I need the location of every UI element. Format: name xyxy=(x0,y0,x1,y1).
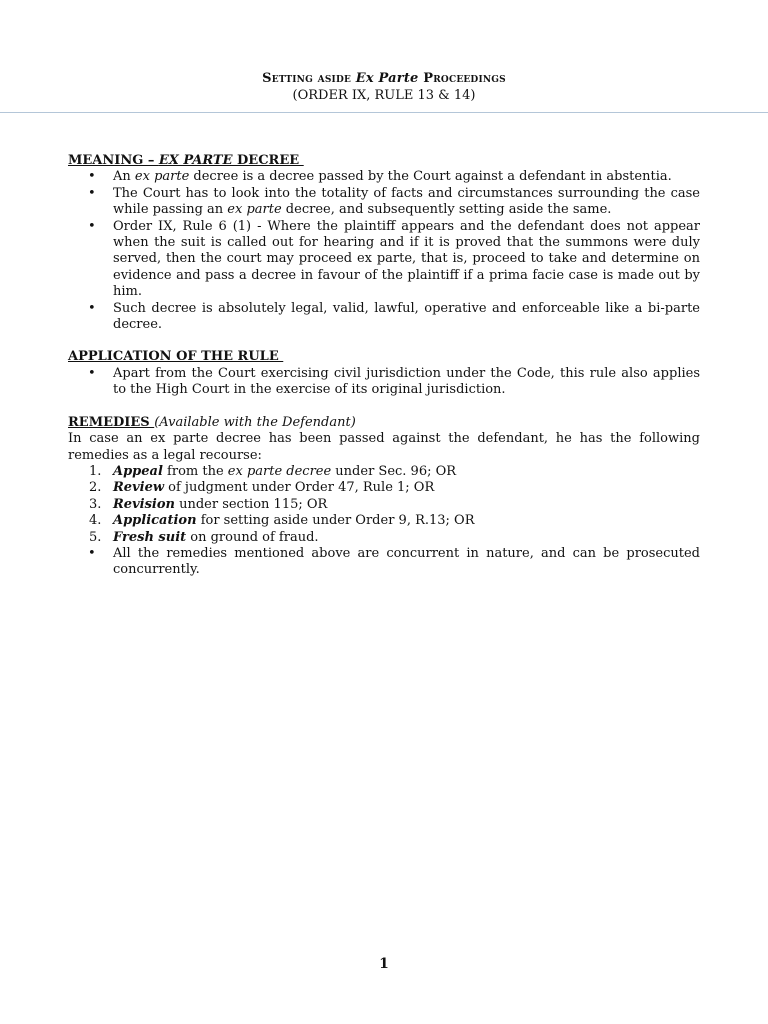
list-item: 1. Appeal from the ex parte decree under Sec. 96; OR xyxy=(89,463,457,479)
list-item: • Apart from the Court exercising civil jurisdiction under the Code, this rule also applies to the High Court in the exercise of its original jurisdiction. xyxy=(88,365,700,398)
section-spacer xyxy=(68,399,700,415)
remedies-heading: REMEDIES (Available with the Defendant) xyxy=(68,414,356,430)
document-subtitle: (ORDER IX, RULE 13 & 14) xyxy=(292,88,476,103)
bullet-icon: • xyxy=(88,218,96,234)
meaning-list xyxy=(68,169,700,333)
item-number: 4. xyxy=(89,513,102,529)
title-suffix: Proceedings xyxy=(418,71,506,86)
meaning-heading: MEANING – EX PARTE DECREE xyxy=(68,153,304,168)
list-item: • All the remedies mentioned above are concurrent in nature, and can be prosecuted concurrently. xyxy=(88,545,700,578)
list-item: 3. Revision under section 115; OR xyxy=(89,496,328,512)
item-number: 1. xyxy=(89,463,102,479)
remedies-closing-list xyxy=(68,546,700,579)
item-number: 5. xyxy=(89,529,102,545)
list-item: 2. Review of judgment under Order 47, Rule 1; OR xyxy=(89,480,435,496)
item-number: 2. xyxy=(89,480,102,496)
bullet-icon: • xyxy=(88,185,96,201)
list-item: • Such decree is absolutely legal, valid, lawful, operative and enforceable like a bi-parte decree. xyxy=(88,300,700,333)
document-header xyxy=(0,70,768,104)
remedies-list xyxy=(68,464,700,546)
application-heading: APPLICATION OF THE RULE xyxy=(68,349,284,365)
list-item: • Order IX, Rule 6 (1) - Where the plaintiff appears and the defendant does not appear when the suit is called out for hearing and if it is proved that the summons were duly served, then the court may proceed ex parte, that is, proceed to take and determine on evidence and pass a decree in favour of the plaintiff if a prima facie case is made out by him. xyxy=(88,218,700,300)
list-item: 4. Application for setting aside under Order 9, R.13; OR xyxy=(89,513,475,529)
section-spacer xyxy=(68,333,700,349)
title-emphasis: Ex Parte xyxy=(355,71,419,86)
list-item: • The Court has to look into the totality of facts and circumstances surrounding the case while passing an ex parte decree, and subsequently setting aside the same. xyxy=(88,185,700,218)
header-divider xyxy=(0,112,768,113)
remedies-heading-note: (Available with the Defendant) xyxy=(154,414,356,430)
document-title xyxy=(0,70,768,87)
application-list xyxy=(68,366,700,399)
bullet-icon: • xyxy=(88,365,96,381)
remedies-intro: In case an ex parte decree has been passed against the defendant, he has the following remedies as a legal recourse: xyxy=(68,431,700,463)
item-number: 3. xyxy=(89,496,102,512)
document-body xyxy=(68,153,700,579)
list-item: 5. Fresh suit on ground of fraud. xyxy=(89,529,319,545)
page-number: 1 xyxy=(379,956,389,972)
bullet-icon: • xyxy=(88,169,96,185)
title-prefix: Setting aside xyxy=(262,71,356,86)
list-item: • An ex parte decree is a decree passed by the Court against a defendant in abstentia. xyxy=(88,169,672,185)
bullet-icon: • xyxy=(88,545,96,561)
bullet-icon: • xyxy=(88,300,96,316)
